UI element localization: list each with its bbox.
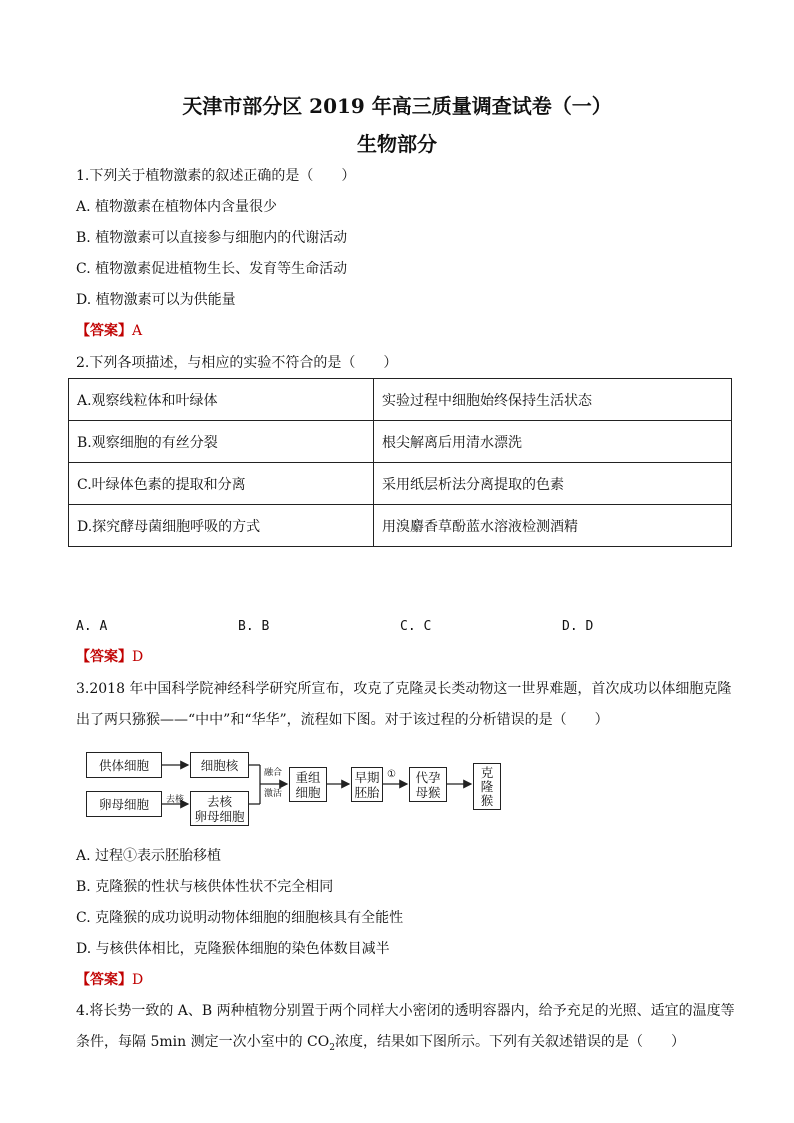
q1-option-b: B. 植物激素可以直接参与细胞内的代谢活动 [76,230,348,246]
step-one-marker: ① [387,769,396,780]
enucleated-egg-box [190,791,249,826]
exam-subtitle: 生物部分 [357,132,437,156]
surrogate-monkey-box [409,767,447,802]
q3-answer [76,971,143,989]
q2-choice-b: B. B [238,619,270,634]
recombined-cell-box [289,767,327,802]
q2-choice-d: D. D [562,619,594,634]
table-cell: 采用纸层析法分离提取的色素 [374,463,732,505]
q3-option-c: C. 克隆猴的成功说明动物体细胞的细胞核具有全能性 [76,910,404,926]
egg-cell-box: 卵母细胞 [86,791,162,817]
box-label: 去核 [206,793,232,809]
answer-value: D [132,972,144,988]
box-label: 代孕 [415,769,441,785]
box-label: 母猴 [415,784,441,800]
table-cell: D.探究酵母菌细胞呼吸的方式 [69,505,374,547]
box-label: 早期 [354,769,380,785]
activate-label: 激活 [264,789,283,799]
answer-value: A [132,323,143,339]
q2-choice-c: C. C [400,619,432,634]
q1-stem: 1.下列关于植物激素的叙述正确的是（ ） [76,168,356,184]
q4-stem-text: 条件，每隔 5min 测定一次小室中的 CO [76,1034,330,1050]
q2-stem: 2.下列各项描述，与相应的实验不符合的是（ ） [76,355,398,371]
q4-stem-line1: 4.将长势一致的 A、B 两种植物分别置于两个同样大小密闭的透明容器内，给予充足的光照、适宜的温度等 [76,1003,735,1019]
box-label: 猴 [480,792,494,808]
box-label: 卵母细胞 [194,808,245,824]
q4-co2-subscript: 2 [329,1042,335,1053]
q2-choice-a: A. A [76,619,108,634]
q3-stem-line2: 出了两只猕猴——“中中”和“华华”，流程如下图。对于该过程的分析错误的是（ ） [76,712,609,728]
table-cell: 用溴麝香草酚蓝水溶液检测酒精 [374,505,732,547]
remove-nucleus-label: 去核 [166,795,185,805]
exam-title: 天津市部分区 2019 年高三质量调查试卷（一） [182,94,612,118]
early-embryo-box [351,767,383,802]
q3-option-b: B. 克隆猴的性状与核供体性状不完全相同 [76,879,334,895]
box-label: 细胞 [295,784,321,800]
table-cell: B.观察细胞的有丝分裂 [69,421,374,463]
box-label: 胚胎 [354,784,380,800]
answer-tag: 【答案】 [76,323,132,339]
table-cell: A.观察线粒体和叶绿体 [69,379,374,421]
q3-stem-line1: 3.2018 年中国科学院神经科学研究所宣布，攻克了克隆灵长类动物这一世界难题，首次成功以体细胞克隆 [76,681,732,697]
answer-tag: 【答案】 [76,972,132,988]
box-label: 克 [480,764,494,780]
q4-stem-text: 浓度，结果如下图所示。下列有关叙述错误的是（ ） [334,1034,685,1050]
table-cell: 实验过程中细胞始终保持生活状态 [374,379,732,421]
cloned-monkey-box [473,763,501,810]
answer-value: D [132,649,144,665]
q3-option-a: A. 过程①表示胚胎移植 [76,848,222,864]
table-cell: 根尖解离后用清水漂洗 [374,421,732,463]
fuse-label: 融合 [264,768,283,778]
nucleus-box: 细胞核 [190,752,249,778]
donor-cell-box: 供体细胞 [86,752,162,778]
table-cell: C.叶绿体色素的提取和分离 [69,463,374,505]
q1-option-d: D. 植物激素可以为供能量 [76,292,236,308]
answer-tag: 【答案】 [76,649,132,665]
q1-option-a: A. 植物激素在植物体内含量很少 [76,199,278,215]
box-label: 隆 [480,778,494,794]
box-label: 重组 [295,769,321,785]
q1-option-c: C. 植物激素促进植物生长、发育等生命活动 [76,261,348,277]
q4-stem-line2 [76,1033,685,1057]
q3-option-d: D. 与核供体相比，克隆猴体细胞的染色体数目减半 [76,941,390,957]
